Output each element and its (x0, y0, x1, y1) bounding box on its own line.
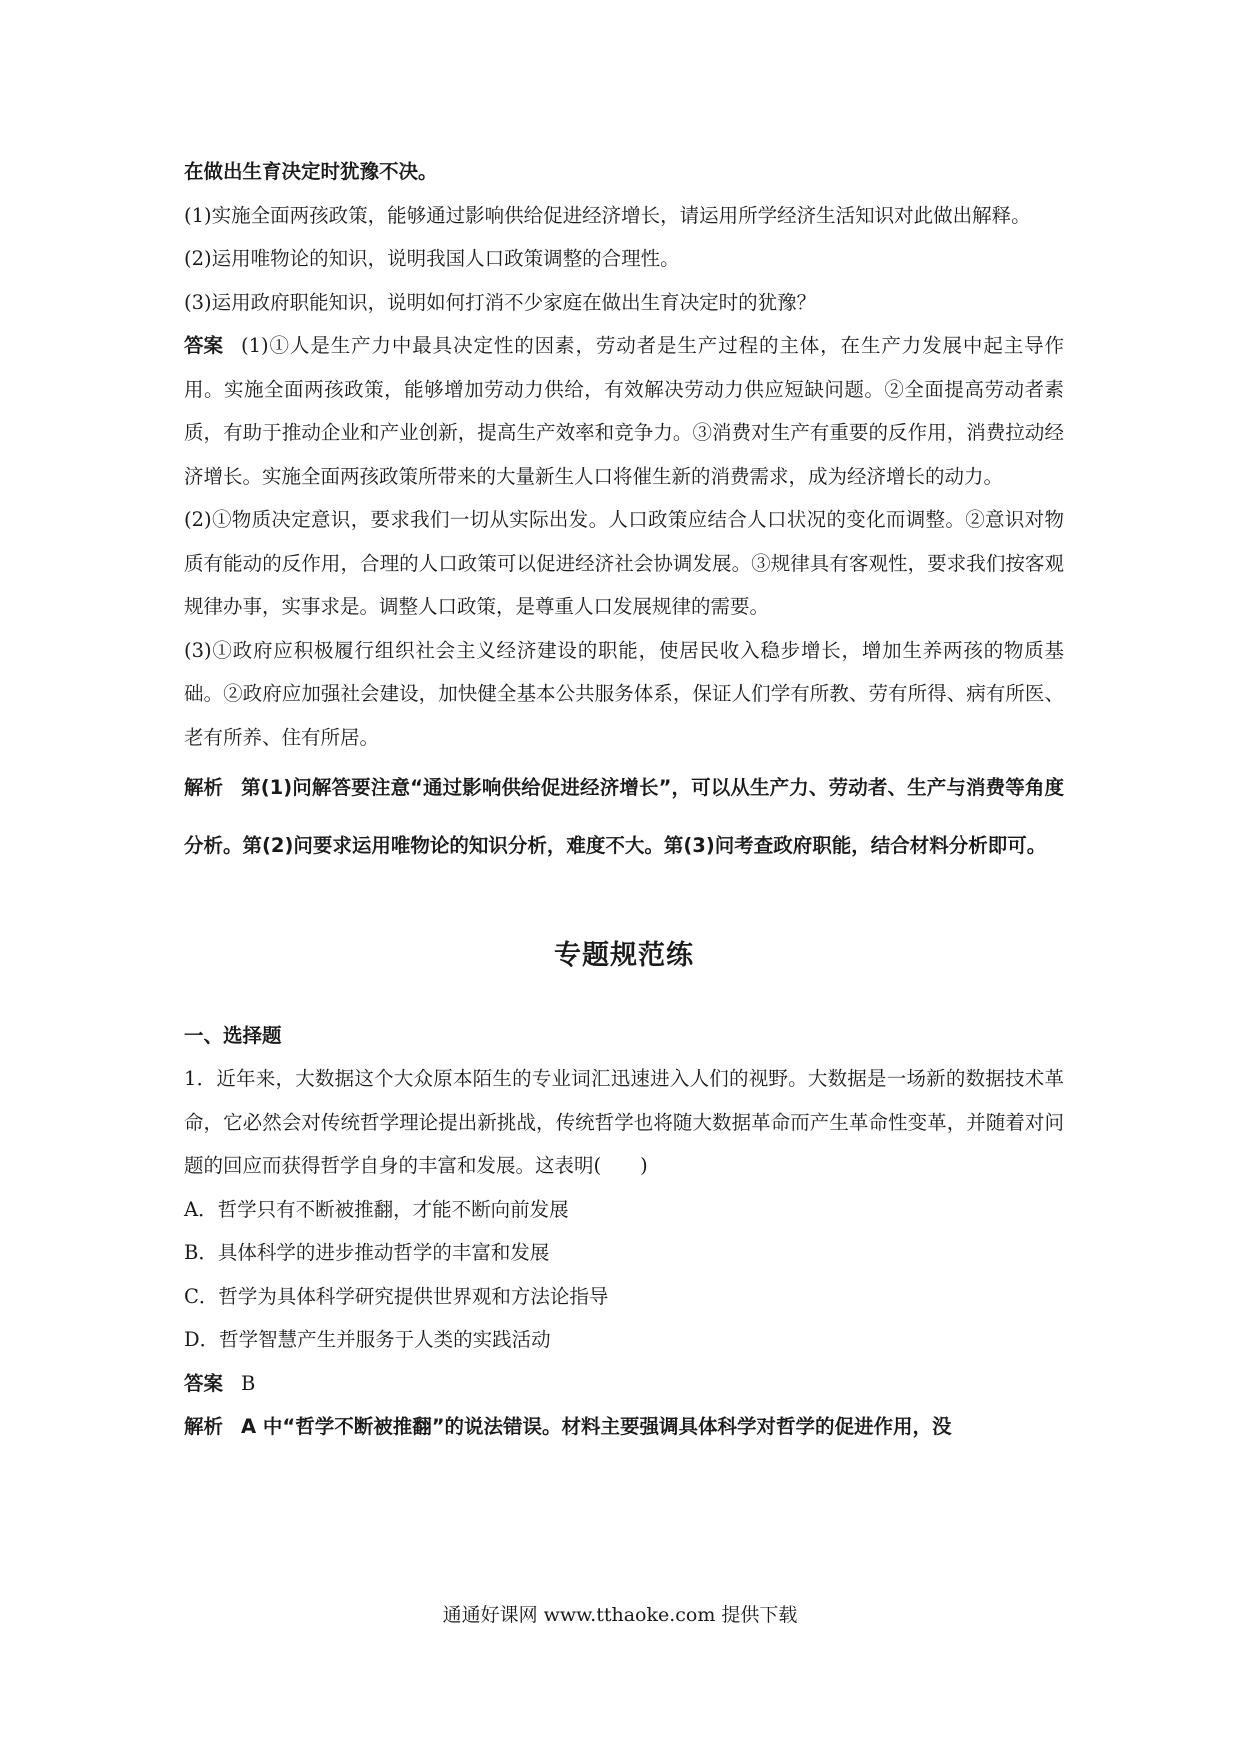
q1-answer-value: B (241, 1371, 256, 1395)
q1-option-a: A．哲学只有不断被推翻，才能不断向前发展 (184, 1197, 569, 1221)
q1-answer-label: 答案 (184, 1371, 224, 1395)
answer-label: 答案 (184, 334, 224, 357)
analysis (184, 759, 1064, 875)
section-subheading: 一、选择题 (184, 1024, 282, 1047)
analysis-text: 第(1)问解答要注意“通过影响供给促进经济增长”，可以从生产力、劳动者、生产与消费等角度分析。第(2)问要求运用唯物论的知识分析，难度不大。第(3)问考查政府职能，结合材料分析即可。 (184, 776, 1064, 857)
question-3: (3)运用政府职能知识，说明如何打消不少家庭在做出生育决定时的犹豫？ (184, 290, 817, 314)
q1-analysis-text: A 中“哲学不断被推翻”的说法错误。材料主要强调具体科学对哲学的促进作用，没 (241, 1415, 952, 1438)
q1-stem: 1．近年来，大数据这个大众原本陌生的专业词汇迅速进入人们的视野。大数据是一场新的数据技术革命，它必然会对传统哲学理论提出新挑战，传统哲学也将随大数据革命而产生革命性变革，并随着对问题的回应而获得哲学自身的丰富和发展。这表明( ) (184, 1067, 1064, 1177)
q1-option-b: B．具体科学的进步推动哲学的丰富和发展 (184, 1241, 550, 1264)
intro-tail: 在做出生育决定时犹豫不决。 (184, 160, 438, 183)
analysis-label: 解析 (184, 776, 224, 799)
answer-text-1: (1)①人是生产力中最具决定性的因素，劳动者是生产过程的主体，在生产力发展中起主导作用。实施全面两孩政策，能够增加劳动力供给，有效解决劳动力供应短缺问题。②全面提高劳动者素质，有助于推动企业和产业创新，提高生产效率和竞争力。③消费对生产有重要的反作用，消费拉动经济增长。实施全面两孩政策所带来的大量新生人口将催生新的消费需求，成为经济增长的动力。 (184, 334, 1064, 488)
q1-analysis (184, 1405, 1064, 1449)
q1-analysis-label: 解析 (184, 1415, 224, 1438)
answer-part-1 (184, 324, 1064, 498)
q1-option-c: C．哲学为具体科学研究提供世界观和方法论指导 (184, 1284, 609, 1308)
q1-answer (184, 1362, 1064, 1406)
page-footer: 通通好课网 www.tthaoke.com 提供下载 (442, 1604, 798, 1626)
answer-part-2: (2)①物质决定意识，要求我们一切从实际出发。人口政策应结合人口状况的变化而调整。②意识对物质有能动的反作用，合理的人口政策可以促进经济社会协调发展。③规律具有客观性，要求我们按客观规律办事，实事求是。调整人口政策，是尊重人口发展规律的需要。 (184, 508, 1064, 618)
document-body (184, 150, 1064, 1449)
question-2: (2)运用唯物论的知识，说明我国人口政策调整的合理性。 (184, 247, 680, 270)
section-title: 专题规范练 (554, 940, 694, 971)
question-1: (1)实施全面两孩政策，能够通过影响供给促进经济增长，请运用所学经济生活知识对此做出解释。 (184, 203, 1031, 227)
q1-option-d: D．哲学智慧产生并服务于人类的实践活动 (184, 1328, 551, 1351)
answer-part-3: (3)①政府应积极履行组织社会主义经济建设的职能，使居民收入稳步增长，增加生养两孩的物质基础。②政府应加强社会建设，加快健全基本公共服务体系，保证人们学有所教、劳有所得、病有所医、老有所养、住有所居。 (184, 638, 1064, 749)
